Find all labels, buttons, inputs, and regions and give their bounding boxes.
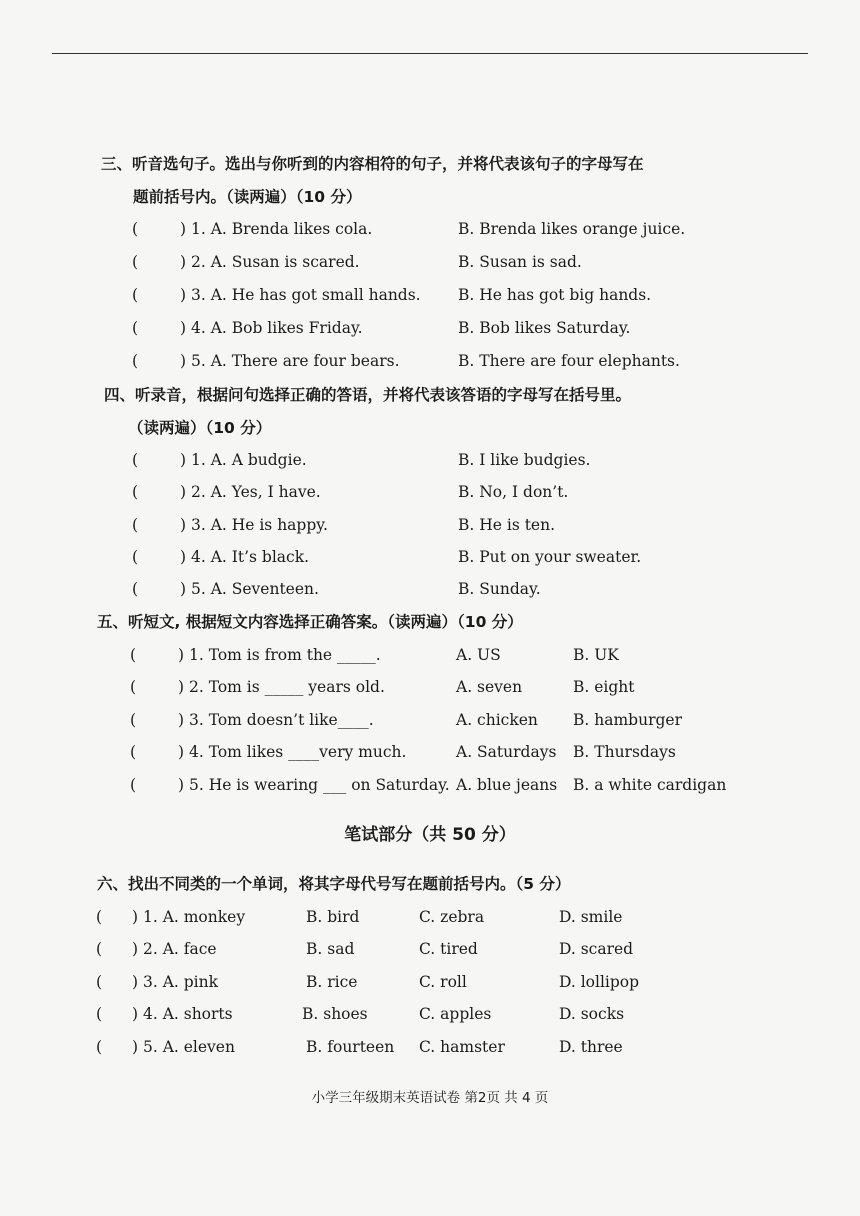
option-a: A. blue jeans (456, 776, 558, 794)
section-6-title: 六、找出不同类的一个单词，将其字母代号写在题前括号内。（5 分） (97, 875, 571, 893)
option-b: B. hamburger (573, 711, 682, 729)
option-a: ) 1. A. monkey (132, 908, 246, 926)
answer-paren: ( (132, 516, 139, 534)
option-c: C. tired (419, 940, 478, 958)
option-b: B. I like budgies. (458, 451, 591, 469)
option-a: ) 3. A. pink (132, 973, 218, 991)
option-a: ) 2. A. face (132, 940, 217, 958)
option-b: B. He is ten. (458, 516, 556, 534)
question-option-a: ) 4. A. It’s black. (180, 548, 310, 566)
option-b: B. Bob likes Saturday. (458, 319, 631, 337)
section-4-title-line1: 四、听录音，根据问句选择正确的答语，并将代表该答语的字母写在括号里。 (104, 386, 632, 404)
question-option-a: ) 1. A. A budgie. (180, 451, 307, 469)
option-b: B. Sunday. (458, 580, 541, 598)
option-d: D. socks (559, 1005, 625, 1023)
answer-paren: ( (132, 253, 139, 271)
option-c: C. hamster (419, 1038, 505, 1056)
answer-paren: ( (132, 220, 139, 238)
option-b: B. shoes (302, 1005, 368, 1023)
option-a: A. seven (456, 678, 523, 696)
option-a: A. US (456, 646, 501, 664)
question-option-a: ) 1. A. Brenda likes cola. (180, 220, 373, 238)
answer-paren: ( (96, 1005, 103, 1023)
option-a: A. Saturdays (456, 743, 557, 761)
option-d: D. three (559, 1038, 623, 1056)
option-c: C. roll (419, 973, 467, 991)
question-text: ) 2. Tom is _____ years old. (178, 678, 385, 696)
option-b: B. Thursdays (573, 743, 676, 761)
answer-paren: ( (132, 548, 139, 566)
option-a: A. chicken (456, 711, 538, 729)
section-4-title-line2: （读两遍）（10 分） (128, 419, 272, 437)
answer-paren: ( (130, 743, 137, 761)
section-3-title-line1: 三、听音选句子。选出与你听到的内容相符的句子，并将代表该句子的字母写在 (101, 155, 644, 173)
question-option-a: ) 2. A. Yes, I have. (180, 483, 321, 501)
section-3-title-line2: 题前括号内。（读两遍）（10 分） (133, 188, 362, 206)
question-option-a: ) 5. A. There are four bears. (180, 352, 400, 370)
answer-paren: ( (96, 908, 103, 926)
question-text: ) 4. Tom likes ____very much. (178, 743, 407, 761)
question-option-a: ) 3. A. He has got small hands. (180, 286, 421, 304)
option-d: D. smile (559, 908, 623, 926)
option-b: B. sad (306, 940, 355, 958)
answer-paren: ( (132, 319, 139, 337)
answer-paren: ( (132, 451, 139, 469)
answer-paren: ( (96, 973, 103, 991)
question-option-a: ) 4. A. Bob likes Friday. (180, 319, 363, 337)
option-b: B. fourteen (306, 1038, 395, 1056)
answer-paren: ( (96, 940, 103, 958)
option-b: B. UK (573, 646, 619, 664)
answer-paren: ( (96, 1038, 103, 1056)
option-c: C. apples (419, 1005, 492, 1023)
option-b: B. bird (306, 908, 360, 926)
option-a: ) 5. A. eleven (132, 1038, 235, 1056)
option-a: ) 4. A. shorts (132, 1005, 233, 1023)
question-option-a: ) 3. A. He is happy. (180, 516, 328, 534)
question-text: ) 5. He is wearing ___ on Saturday. (178, 776, 450, 794)
answer-paren: ( (130, 776, 137, 794)
answer-paren: ( (132, 580, 139, 598)
question-text: ) 1. Tom is from the _____. (178, 646, 381, 664)
option-b: B. rice (306, 973, 358, 991)
question-text: ) 3. Tom doesn’t like____. (178, 711, 374, 729)
option-b: B. There are four elephants. (458, 352, 680, 370)
question-option-a: ) 5. A. Seventeen. (180, 580, 319, 598)
written-part-title: 笔试部分（共 50 分） (344, 825, 516, 845)
page-footer: 小学三年级期末英语试卷 第2页 共 4 页 (311, 1090, 549, 1106)
option-b: B. Susan is sad. (458, 253, 582, 271)
option-b: B. He has got big hands. (458, 286, 652, 304)
option-b: B. Brenda likes orange juice. (458, 220, 686, 238)
option-b: B. a white cardigan (573, 776, 727, 794)
answer-paren: ( (132, 286, 139, 304)
option-c: C. zebra (419, 908, 485, 926)
answer-paren: ( (130, 678, 137, 696)
option-d: D. scared (559, 940, 634, 958)
top-rule (52, 53, 808, 54)
option-b: B. eight (573, 678, 635, 696)
section-5-title: 五、听短文, 根据短文内容选择正确答案。（读两遍）（10 分） (97, 613, 523, 631)
option-b: B. No, I don’t. (458, 483, 569, 501)
option-b: B. Put on your sweater. (458, 548, 642, 566)
answer-paren: ( (130, 711, 137, 729)
answer-paren: ( (130, 646, 137, 664)
question-option-a: ) 2. A. Susan is scared. (180, 253, 360, 271)
answer-paren: ( (132, 483, 139, 501)
option-d: D. lollipop (559, 973, 640, 991)
answer-paren: ( (132, 352, 139, 370)
